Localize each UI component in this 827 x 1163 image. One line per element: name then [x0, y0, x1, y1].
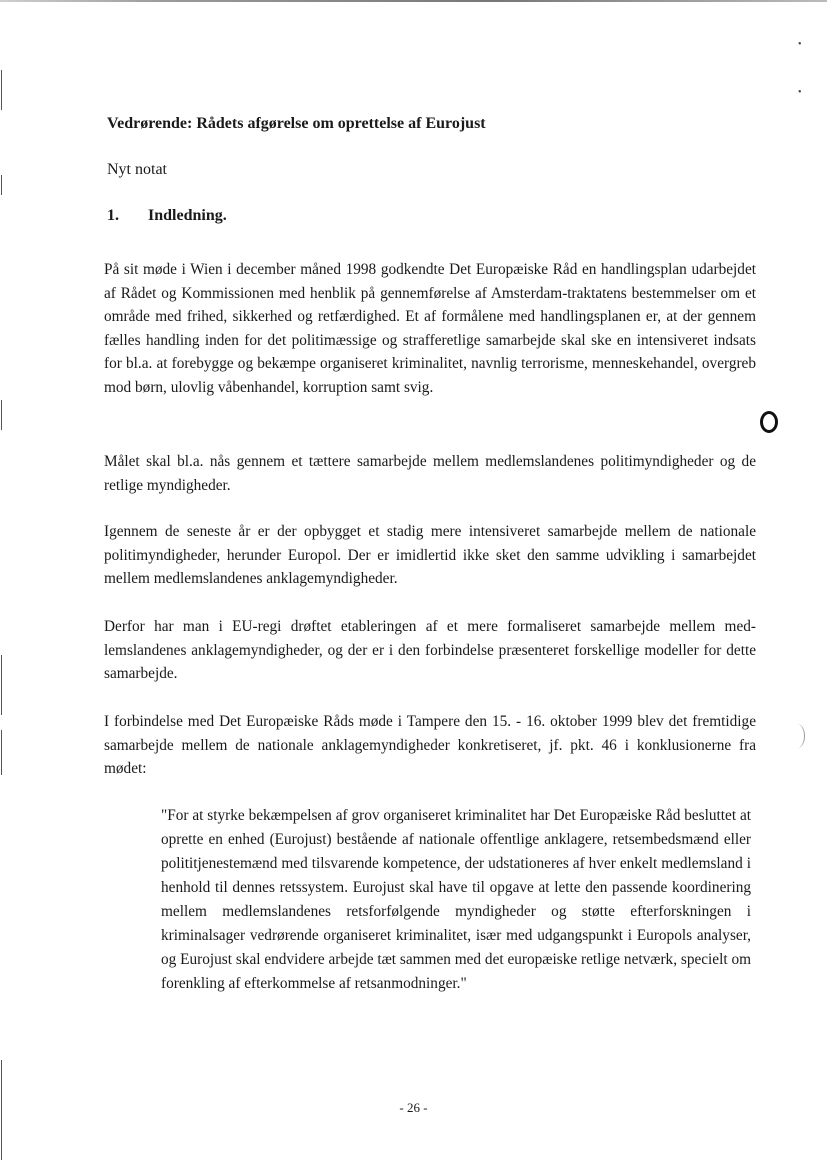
- scan-speck: •: [798, 39, 802, 50]
- scan-speck: •: [798, 87, 802, 98]
- paragraph: Målet skal bl.a. nås gennem et tættere samarbejde mellem medlemslandenes politimyndigheder og de retlige myndigheder.: [104, 453, 756, 494]
- section-title: Indledning.: [148, 207, 227, 224]
- punch-hole-mark: [760, 411, 778, 433]
- section-number: 1.: [107, 207, 119, 224]
- block-quote: "For at styrke bekæmpelsen af grov organiseret kriminalitet har Det Europæiske Råd besluttet at oprette en enhed (Eurojust) bestående af nationale offentlige anklagere, retsembedsmænd eller polititjenestemænd med tilsvarende kompetence, der udstationeres af hver enkelt medlemsland i henhold til dennes retssystem. Eurojust skal have til opgave at lette den passende koordinering mellem medlemslandenes retsforfølgende myndigheder og støtte efterforskningen i kriminalsager vedrørende organiseret kriminalitet, især med udgangspunkt i Europols analyser, og Eurojust skal endvidere arbejde tæt sammen med det europæiske retlige netværk, specielt om forenkling af efterkommelse af retsanmodninger.": [161, 807, 751, 992]
- scan-left-edge: [1, 730, 2, 775]
- scan-top-edge: [0, 0, 827, 2]
- document-heading: Vedrørende: Rådets afgørelse om oprettelse af Eurojust: [107, 115, 486, 132]
- paragraph: I forbindelse med Det Europæiske Råds møde i Tampere den 15. - 16. oktober 1999 blev det fremtidige samarbejde mellem de nationale anklagemyndigheder konkretiseret, jf. pkt. 46 i konklusionerne fra mødet:: [104, 713, 756, 777]
- scan-left-edge: [1, 655, 2, 715]
- scan-left-edge: [1, 175, 2, 195]
- scan-left-edge: [1, 400, 2, 430]
- paragraph: Derfor har man i EU-regi drøftet etableringen af et mere formaliseret samarbejde mellem medlemslandenes anklagemyndigheder, og der er i den forbindelse præsenteret forskellige modeller for dette samarbejde.: [104, 618, 756, 682]
- section-heading: [107, 207, 227, 225]
- scan-left-edge: [1, 70, 2, 110]
- paragraph: På sit møde i Wien i december måned 1998 godkendte Det Europæiske Råd en handlingsplan udarbejdet af Rådet og Kommissionen med henblik på gennemførelse af Amsterdam-traktatens bestemmelser om et område med frihed, sikkerhed og retfærdighed. Et af formålene med handlingsplanen er, at der gennem fælles handling inden for det politimæssige og strafferetlige samarbejde skal ske en intensiveret indsats for bl.a. at forebygge og bekæmpe organiseret kriminalitet, navnlig terrorisme, menneskehandel, overgreb mod børn, ulovlig våbenhandel, korruption samt svig.: [104, 261, 756, 396]
- paragraph: Igennem de seneste år er der opbygget et stadig mere intensiveret samarbejde mellem de nationale politimyndigheder, herunder Europol. Der er imidlertid ikke sket den samme udvikling i samarbejdet mellem medlemslandenes anklagemyndigheder.: [104, 523, 756, 587]
- punch-hole-ghost: [790, 724, 805, 748]
- document-subtitle: Nyt notat: [107, 161, 167, 178]
- page-number: - 26 -: [399, 1100, 428, 1115]
